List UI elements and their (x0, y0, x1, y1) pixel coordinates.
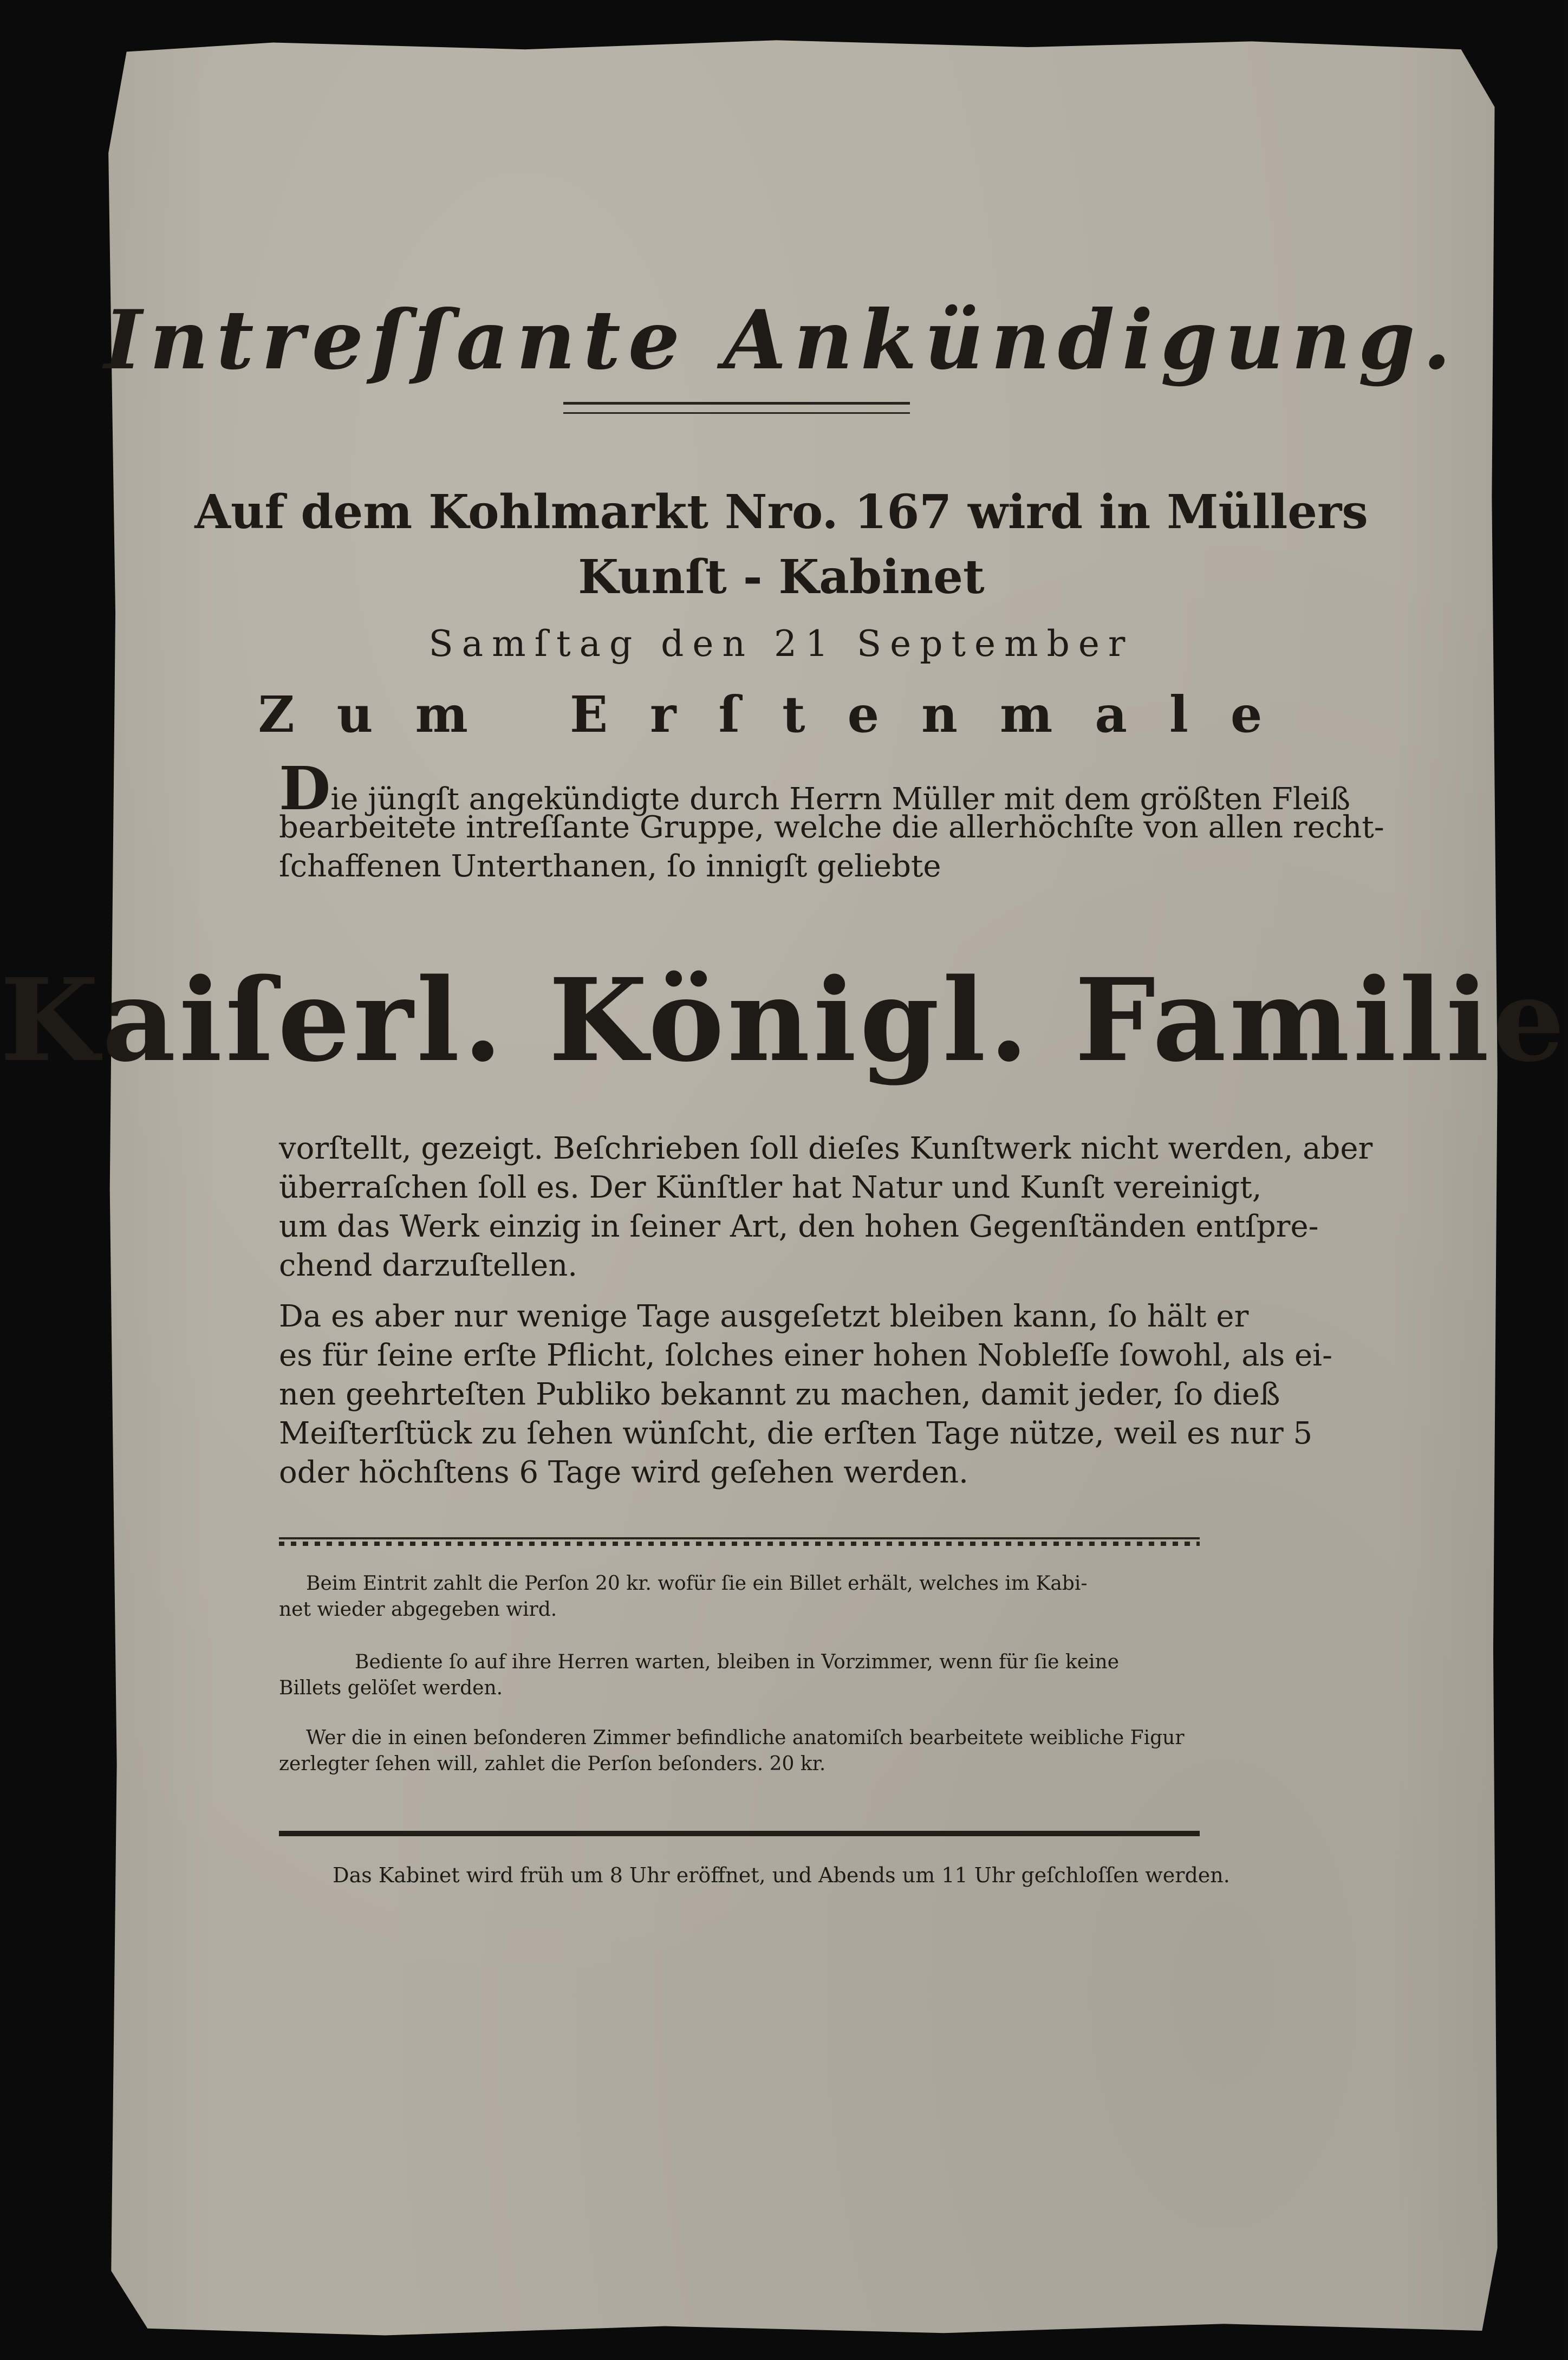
entry-fee-line-2: net wieder abgegeben wird. (279, 1598, 557, 1621)
notice-paragraph (279, 1297, 1333, 1492)
location-line-2: Kunſt - Kabinet (578, 550, 985, 604)
first-time-heading: Zum Erſtenmale (258, 685, 1305, 744)
description-paragraph (279, 1129, 1373, 1285)
intro-line-2: bearbeitete intreſſante Gruppe, welche die allerhöchſte von allen recht- (279, 810, 1384, 845)
ornamental-rule (279, 1537, 1200, 1547)
servants-line-1: Bediente ſo auf ihre Herren warten, bleiben in Vorzimmer, wenn für ſie keine (355, 1651, 1119, 1673)
drop-cap: D (279, 753, 331, 823)
opening-hours: Das Kabinet wird früh um 8 Uhr eröffnet, und Abends um 11 Uhr geſchloſſen werden. (333, 1863, 1230, 1887)
entry-fee-line-1: Beim Eintrit zahlt die Perſon 20 kr. wofür ſie ein Billet erhält, welches im Kabi- (306, 1572, 1088, 1595)
notice-line: Meiſterſtück zu ſehen wünſcht, die erſten Tage nütze, weil es nur 5 (279, 1416, 1313, 1451)
headline-family: Kaiſerl. Königl. Familie (0, 953, 1568, 1087)
notice-line: nen geehrteſten Publiko bekannt zu machen, damit jeder, ſo dieß (279, 1377, 1280, 1412)
intro-line-1 (279, 753, 1351, 823)
bottom-rule (279, 1831, 1200, 1836)
poster-title: Intreſſante Ankündigung. (104, 292, 1459, 388)
notice-line: Da es aber nur wenige Tage ausgeſetzt bleiben kann, ſo hält er (279, 1299, 1249, 1334)
description-line: überraſchen ſoll es. Der Künſtler hat Natur und Kunſt vereinigt, (279, 1170, 1262, 1205)
intro-line-3: ſchaffenen Unterthanen, ſo innigſt geliebte (279, 849, 941, 884)
intro-line-1-text: ie jüngſt angekündigte durch Herrn Müller mit dem größten Fleiß (330, 782, 1351, 817)
servants-note (279, 1649, 1200, 1701)
event-date: Samſtag den 21 September (428, 623, 1134, 665)
description-line: chend darzuſtellen. (279, 1248, 578, 1283)
anatomical-line-2: zerlegter ſehen will, zahlet die Perſon beſonders. 20 kr. (279, 1753, 826, 1775)
notice-line: es für ſeine erſte Pflicht, ſolches einer hohen Nobleſſe ſowohl, als ei- (279, 1338, 1333, 1373)
intro-paragraph (279, 753, 1384, 886)
servants-line-2: Billets gelöſet werden. (279, 1677, 503, 1699)
description-line: um das Werk einzig in ſeiner Art, den hohen Gegenſtänden entſpre- (279, 1209, 1319, 1244)
anatomical-figure-note (279, 1725, 1200, 1777)
anatomical-line-1: Wer die in einen beſonderen Zimmer befindliche anatomiſch bearbeitete weibliche Figur (306, 1727, 1185, 1749)
entry-fee-note (279, 1571, 1200, 1623)
notice-line: oder höchſtens 6 Tage wird geſehen werden. (279, 1455, 968, 1490)
location-line-1: Auf dem Kohlmarkt Nro. 167 wird in Müllers (194, 485, 1368, 539)
title-rule (563, 402, 910, 414)
description-line: vorſtellt, gezeigt. Beſchrieben ſoll dieſes Kunſtwerk nicht werden, aber (279, 1131, 1373, 1166)
